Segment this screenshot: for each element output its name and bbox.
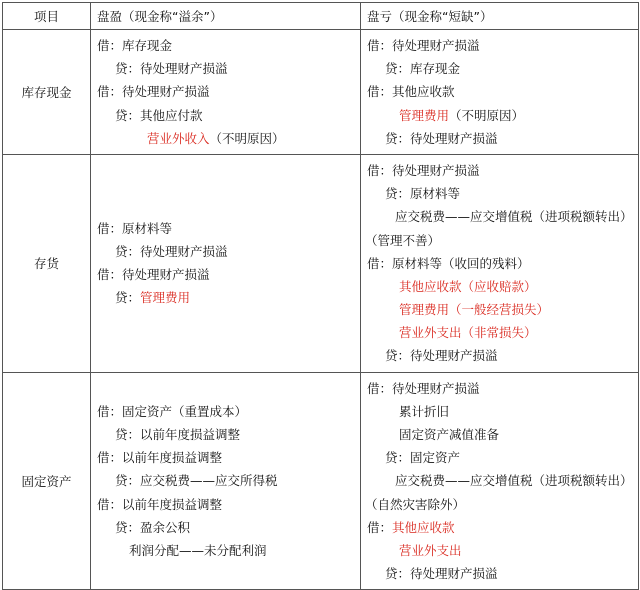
entry-text: 借：待处理财产损溢	[367, 38, 480, 53]
entry-line	[365, 252, 634, 275]
entry-text: 借：	[367, 519, 393, 535]
entry-text: 借：以前年度损益调整	[97, 450, 223, 466]
entry-line	[95, 80, 356, 103]
header-loss: 盘亏（现金称“短缺”）	[361, 3, 639, 30]
entry-line	[365, 159, 634, 182]
entry-line	[95, 516, 356, 539]
entry-line	[95, 539, 356, 562]
entry-text: 贷：其他应付款	[115, 107, 203, 123]
entry-text: 借：待处理财产损溢	[97, 267, 210, 283]
entry-note: （不明原因）	[209, 130, 285, 146]
entry-text: 累计折旧	[399, 403, 450, 419]
entry-text: 贷：待处理财产损溢	[385, 566, 498, 582]
entry-line	[365, 423, 634, 446]
loss-entries-cell	[361, 154, 639, 372]
entry-line	[365, 562, 634, 585]
header-row	[3, 3, 639, 30]
entry-text: 管理费用	[399, 107, 450, 123]
accounting-entries-table	[2, 2, 639, 590]
entry-text: 贷：库存现金	[385, 61, 461, 77]
entry-text: 借：以前年度损益调整	[97, 496, 223, 512]
entry-text: 借：待处理财产损溢	[97, 84, 210, 100]
entry-text-highlight: 其他应收款	[392, 519, 455, 535]
entry-text: 固定资产减值准备	[399, 427, 500, 443]
entry-text: 贷：	[115, 290, 141, 306]
entry-line	[365, 298, 634, 321]
entry-text: 贷：固定资产	[385, 450, 461, 466]
entry-line	[365, 275, 634, 298]
entry-line	[365, 377, 634, 400]
entry-text: 营业外支出	[399, 543, 462, 558]
entry-text: 利润分配——未分配利润	[129, 542, 267, 558]
entry-text: 应交税费——应交增值税（进项税额转出）（管理不善）	[365, 209, 633, 248]
gain-entries-cell	[91, 372, 361, 590]
entry-line	[95, 286, 356, 309]
entry-line	[365, 182, 634, 205]
entry-text: 营业外收入	[147, 130, 210, 146]
entry-line	[95, 263, 356, 286]
entry-line	[365, 344, 634, 367]
entry-text: 贷：待处理财产损溢	[385, 130, 498, 146]
entry-line	[95, 57, 356, 80]
gain-entries-cell	[91, 154, 361, 372]
loss-entries-cell	[361, 30, 639, 155]
entry-line	[95, 34, 356, 57]
entry-line	[365, 469, 634, 515]
entry-line	[365, 446, 634, 469]
entry-line	[95, 104, 356, 127]
entry-line	[365, 127, 634, 150]
entry-line	[365, 516, 634, 539]
entry-text: 应交税费——应交增值税（进项税额转出）（自然灾害除外）	[365, 473, 633, 512]
entry-line	[95, 446, 356, 469]
entry-text: 管理费用（一般经营损失）	[399, 302, 550, 318]
entry-text: 贷：应交税费——应交所得税	[115, 473, 278, 489]
entry-text: 借：固定资产（重置成本）	[97, 403, 248, 419]
header-gain: 盘盈（现金称“溢余”）	[91, 3, 361, 30]
entry-line	[365, 104, 634, 127]
entry-text: 借：待处理财产损溢	[367, 380, 480, 396]
entry-line	[365, 539, 634, 562]
entry-text: 贷：待处理财产损溢	[385, 348, 498, 364]
entry-line	[365, 400, 634, 423]
entry-text: 贷：原材料等	[385, 186, 461, 202]
entry-text: 借：其他应收款	[367, 84, 455, 100]
header-item: 项目	[3, 3, 91, 30]
entry-note: （不明原因）	[449, 107, 525, 123]
entry-line	[95, 240, 356, 263]
entry-text: 借：原材料等（收回的残料）	[367, 255, 530, 271]
loss-entries-cell	[361, 372, 639, 590]
entry-text: 营业外支出（非常损失）	[399, 325, 537, 341]
entry-text: 贷：盈余公积	[115, 519, 191, 535]
entry-text: 借：原材料等	[97, 220, 173, 236]
entry-text: 其他应收款（应收赔款）	[399, 278, 537, 294]
table-row	[3, 154, 639, 372]
entry-line	[365, 205, 634, 251]
entry-line	[95, 217, 356, 240]
entry-line	[95, 469, 356, 492]
gain-entries-cell	[91, 30, 361, 155]
table-row	[3, 372, 639, 590]
entry-text: 贷：以前年度损益调整	[115, 427, 241, 443]
entry-text: 借：待处理财产损溢	[367, 162, 480, 178]
entry-text: 借：库存现金	[97, 38, 173, 53]
entry-line	[365, 34, 634, 57]
entry-line	[365, 321, 634, 344]
entry-line	[365, 57, 634, 80]
row-item-label: 固定资产	[3, 372, 91, 590]
entry-line	[95, 127, 356, 150]
row-item-label: 库存现金	[3, 30, 91, 155]
entry-line	[95, 423, 356, 446]
entry-text: 贷：待处理财产损溢	[115, 244, 228, 260]
entry-line	[95, 400, 356, 423]
entry-text-highlight: 管理费用	[140, 290, 191, 306]
entry-line	[365, 80, 634, 103]
entry-line	[95, 493, 356, 516]
table-row	[3, 30, 639, 155]
entry-text: 贷：待处理财产损溢	[115, 61, 228, 77]
row-item-label: 存货	[3, 154, 91, 372]
